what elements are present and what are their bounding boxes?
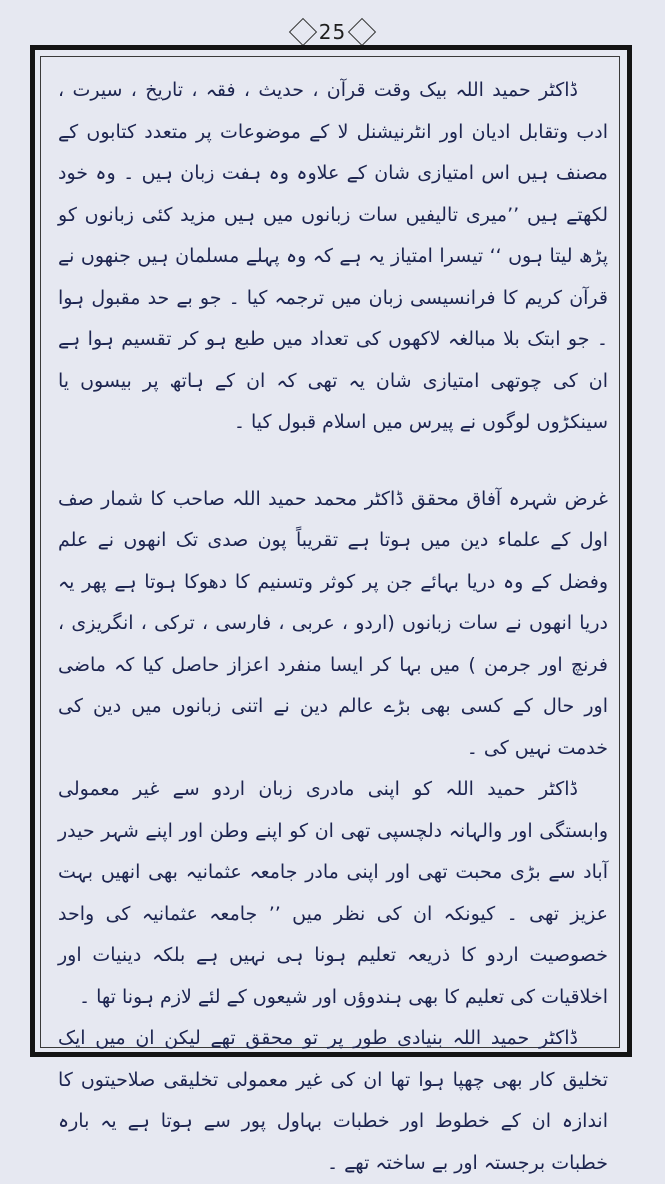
paragraph-3: ڈاکٹر حمید اللہ کو اپنی مادری زبان اردو سے غیر معمولی وابستگی اور والہانہ دلچسپی تھی ان کو اپنے وطن اور اپنے شہر حیدر آباد سے بڑی محبت تھی اور اپنی مادر جامعہ عثمانیہ بھی انھیں بہت عزیز تھی ۔ کیونکہ ان کی نظر میں ’’ جامعہ عثمانیہ کی واحد خصوصیت اردو کا ذریعہ تعلیم ہونا ہی نہیں ہے بلکہ دینیات اور اخلاقیات کی تعلیم کا بھی ہندوؤں اور شیعوں کے لئے لازم ہونا تھا ۔ bbox=[58, 778, 608, 1008]
page-number: 25 bbox=[318, 20, 347, 44]
page-content bbox=[58, 70, 608, 1174]
paragraph-2: غرض شہرہ آفاق محقق ڈاکٹر محمد حمید اللہ صاحب کا شمار صف اول کے علماء دین میں ہوتا ہے تقریباً پون صدی تک انھوں نے علم وفضل کے وہ دریا بہائے جن پر کوثر وتسنیم کا دھوکا ہوتا ہے پھر یہ دریا انھوں نے سات زبانوں (اردو ، عربی ، فارسی ، ترکی ، انگریزی ، فرنچ اور جرمن ) میں بہا کر ایسا منفرد اعزاز حاصل کیا کہ ماضی اور حال کے کسی بھی بڑے عالم دین نے اتنی زبانوں میں دین کی خدمت نہیں کی ۔ bbox=[58, 487, 608, 759]
page-number-wrap bbox=[293, 20, 372, 44]
paragraph-1: ڈاکٹر حمید اللہ بیک وقت قرآن ، حدیث ، فقہ ، تاریخ ، سیرت ، ادب وتقابل ادیان اور انٹرنیشنل لا کے موضوعات پر متعدد کتابوں کے مصنف ہیں اس امتیازی شان کے علاوہ وہ ہفت زبان ہیں ۔ وہ خود لکھتے ہیں ’’میری تالیفیں سات زبانوں میں ہیں مزید کئی زبانوں کو پڑھ لیتا ہوں ‘‘ تیسرا امتیاز یہ ہے کہ وہ پہلے مسلمان ہیں جنھوں نے قرآن کریم کا فرانسیسی زبان میں ترجمہ کیا ۔ جو بے حد مقبول ہوا ۔ جو ابتک بلا مبالغہ لاکھوں کی تعداد میں طبع ہو کر تقسیم ہوا ہے ان کی چوتھی امتیازی شان یہ تھی کہ ان کے ہاتھ پر بیسوں یا سینکڑوں لوگوں نے پیرس میں اسلام قبول کیا ۔ bbox=[58, 79, 608, 433]
ornament-left-icon bbox=[289, 18, 317, 46]
ornament-right-icon bbox=[348, 18, 376, 46]
paragraph-4: ڈاکٹر حمید اللہ بنیادی طور پر تو محقق تھے لیکن ان میں ایک تخلیق کار بھی چھپا ہوا تھا ان کی غیر معمولی تخلیقی صلاحیتوں کا اندازہ ان کے خطوط اور خطبات بہاول پور سے ہوتا ہے یہ بارہ خطبات برجستہ اور بے ساختہ تھے ۔ bbox=[58, 1027, 608, 1174]
